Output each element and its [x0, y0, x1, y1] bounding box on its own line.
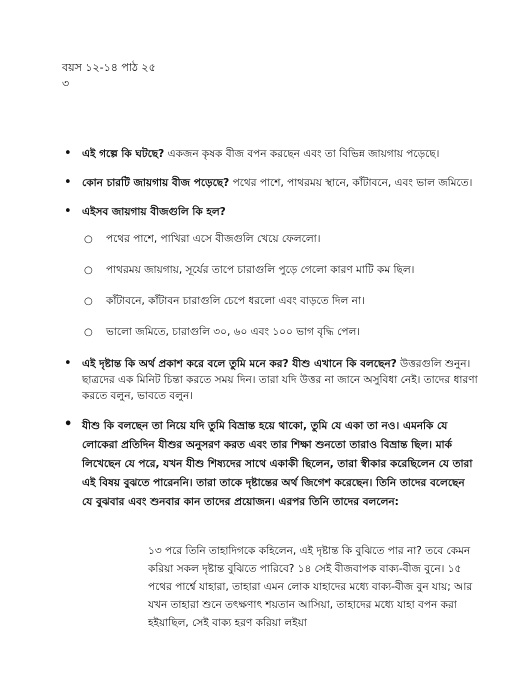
list-item: [60, 175, 478, 191]
sub-list-item: [82, 325, 478, 340]
age-lesson-label: বয়স ১২-১৪ পাঠ ২৫: [62, 61, 156, 74]
circle-bullet-icon: ○: [84, 234, 93, 245]
circle-bullet-icon: ○: [84, 296, 93, 307]
bullet-icon: •: [64, 356, 72, 371]
bullet-icon: •: [64, 417, 73, 432]
sub-item-text: ভালো জমিতে, চারাগুলি ৩০, ৬০ এবং ১০০ ভাগ বৃদ্ধি পেল।: [106, 326, 361, 338]
sub-list-item: [82, 232, 478, 247]
circle-bullet-icon: ○: [84, 327, 93, 338]
question-text: এই দৃষ্টান্ত কি অর্থ প্রকাশ করে বলে তুমি মনে কর? যীশু এখানে কি বলছেন?: [82, 358, 397, 370]
list-item: [60, 356, 478, 404]
sub-item-text: পথের পাশে, পাখিরা এসে বীজগুলি খেয়ে ফেললো।: [106, 233, 321, 245]
list-item: [60, 204, 478, 340]
question-text: এই গল্পে কি ঘটছে?: [82, 148, 165, 160]
answer-text: উত্তরগুলি শুনুন। ছাত্রদের এক মিনিট চিন্তা করতে সময় দিন। তারা যদি উত্তর না জানে অসুবিধা নেই। তাদের ধারণা করতে বলুন, ভাবতে বলুন।: [82, 358, 478, 402]
sub-item-text: কাঁটাবনে, কাঁটাবন চারাগুলি চেপে ধরলো এবং বাড়তে দিল না।: [106, 295, 365, 307]
list-item: [60, 417, 478, 512]
page-number: ৩: [62, 77, 70, 90]
scripture-quote: ১৩ পরে তিনি তাহাদিগকে কহিলেন, এই দৃষ্টান্ত কি বুঝিতে পার না? তবে কেমন করিয়া সকল দৃষ্টান্ত বুঝিতে পারিবে? ১৪ সেই বীজবাপক বাক্য-বীজ বুনে। ১৫ পথের পার্শ্বে যাহারা, তাহারা এমন লোক যাহাদের মধ্যে বাক্য-বীজ বুন যায়; আর যখন তাহারা শুনে তৎক্ষণাৎ শয়তান আসিয়া, তাহাদের মধ্যে যাহা বপন করা হইয়াছিল, সেই বাক্য হরণ করিয়া লইয়া: [148, 545, 473, 629]
circle-bullet-icon: ○: [84, 265, 93, 276]
paragraph-text: যীশু কি বলছেন তা নিয়ে যদি তুমি বিভ্রান্ত হয়ে থাকো, তুমি যে একা তা নও। এমনকি যে লোকেরা প্রতিদিন যীশুর অনুসরণ করত এবং তার শিক্ষা শুনতো তারাও বিভ্রান্ত ছিল। মার্ক লিখেছেন যে পরে, যখন যীশু শিষ্যদের সাথে একাকী ছিলেন, তারা স্বীকার করেছিলেন যে তারা এই বিষয় বুঝতে পারেননি। তারা তাকে দৃষ্টান্তের অর্থ জিগেশ করেছেন। তিনি তাদের বলেছেন যে বুঝবার এবং শুনবার কান তাদের প্রয়োজন। এরপর তিনি তাদের বললেন:: [82, 420, 473, 508]
answer-text: পথের পাশে, পাথরময় স্থানে, কাঁটাবনে, এবং ভাল জমিতে।: [229, 177, 473, 189]
bullet-icon: •: [64, 204, 72, 219]
sub-list-item: [82, 263, 478, 278]
question-text: কোন চারটি জায়গায় বীজ পড়েছে?: [82, 177, 230, 189]
sub-item-text: পাথরময় জায়গায়, সূর্যের তাপে চারাগুলি পুড়ে গেলো কারণ মাটি কম ছিল।: [106, 264, 415, 276]
bullet-icon: •: [64, 175, 72, 190]
question-list: [60, 146, 478, 525]
bullet-icon: •: [64, 146, 72, 161]
sub-list-item: [82, 294, 478, 309]
question-text: এইসব জায়গায় বীজগুলি কি হল?: [82, 206, 226, 218]
sub-list: [82, 232, 478, 340]
list-item: [60, 146, 478, 162]
lesson-header: [62, 60, 156, 92]
answer-text: একজন কৃষক বীজ বপন করছেন এবং তা বিভিন্ন জায়গায় পড়েছে।: [164, 148, 440, 160]
